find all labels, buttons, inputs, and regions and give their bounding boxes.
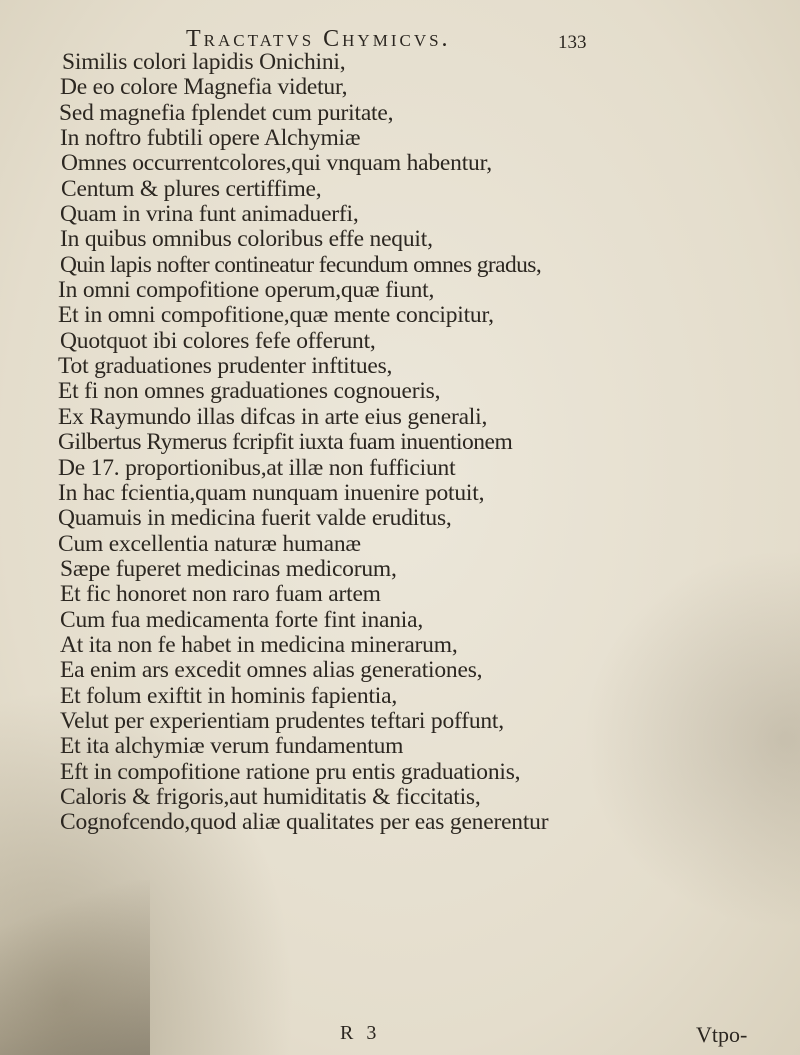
verse-line: Gilbertus Rymerus fcripfit iuxta fuam inuentionem xyxy=(58,429,513,456)
verse-line: In noftro fubtili opere Alchymiæ xyxy=(60,125,361,152)
verse-line: Et ita alchymiæ verum fundamentum xyxy=(60,733,404,760)
signature-mark: R 3 xyxy=(340,1022,381,1044)
verse-line: At ita non fe habet in medicina minerarum, xyxy=(60,631,458,658)
page-footer xyxy=(340,1022,780,1048)
verse-line: Quamuis in medicina fuerit valde eruditus, xyxy=(58,505,452,532)
verse-line: In hac fcientia,quam nunquam inuenire potuit, xyxy=(58,479,485,506)
verse-line: Eft in compofitione ratione pru entis graduationis, xyxy=(60,758,521,785)
verse-line: Ex Raymundo illas difcas in arte eius generali, xyxy=(58,403,488,430)
verse-line: In omni compofitione operum,quæ fiunt, xyxy=(58,277,435,304)
verse-text xyxy=(56,50,776,836)
verse-line: Velut per experientiam prudentes teftari poffunt, xyxy=(60,707,504,734)
verse-line: Et folum exiftit in hominis fapientia, xyxy=(60,682,398,709)
verse-line: Quotquot ibi colores fefe offerunt, xyxy=(60,327,376,354)
page-stain xyxy=(0,880,150,1055)
verse-line: Et in omni compofitione,quæ mente concipitur, xyxy=(58,302,494,329)
verse-line: Et fi non omnes graduationes cognoueris, xyxy=(58,378,441,405)
verse-line: Et fic honoret non raro fuam artem xyxy=(60,581,381,608)
catchword: Vtpo- xyxy=(696,1022,748,1047)
verse-line: Quam in vrina funt animaduerfi, xyxy=(60,201,359,228)
verse-line: In quibus omnibus coloribus effe nequit, xyxy=(60,226,433,253)
verse-line: Cognofcendo,quod aliæ qualitates per eas generentur xyxy=(60,809,549,836)
page-number: 133 xyxy=(558,32,587,53)
verse-line: De 17. proportionibus,at illæ non fufficiunt xyxy=(58,454,456,481)
verse-line: Sæpe fuperet medicinas medicorum, xyxy=(60,555,397,582)
verse-line: Quin lapis nofter contineatur fecundum omnes gradus, xyxy=(60,251,542,278)
verse-line: Cum fua medicamenta forte fint inania, xyxy=(60,606,424,633)
verse-line: Centum & plures certiffime, xyxy=(61,175,322,202)
verse-line: Caloris & frigoris,aut humiditatis & ficcitatis, xyxy=(60,783,481,810)
verse-line: De eo colore Magnefia videtur, xyxy=(60,74,348,101)
verse-line: Ea enim ars excedit omnes alias generationes, xyxy=(60,657,483,684)
verse-line: Omnes occurrentcolores,qui vnquam habentur, xyxy=(61,150,492,177)
verse-line: Sed magnefia fplendet cum puritate, xyxy=(59,99,394,126)
running-title: Tractatvs Chymicvs. xyxy=(186,26,451,52)
verse-line: Tot graduationes prudenter inftitues, xyxy=(58,353,393,380)
verse-line: Similis colori lapidis Onichini, xyxy=(62,49,346,75)
verse-line: Cum excellentia naturæ humanæ xyxy=(58,530,361,557)
